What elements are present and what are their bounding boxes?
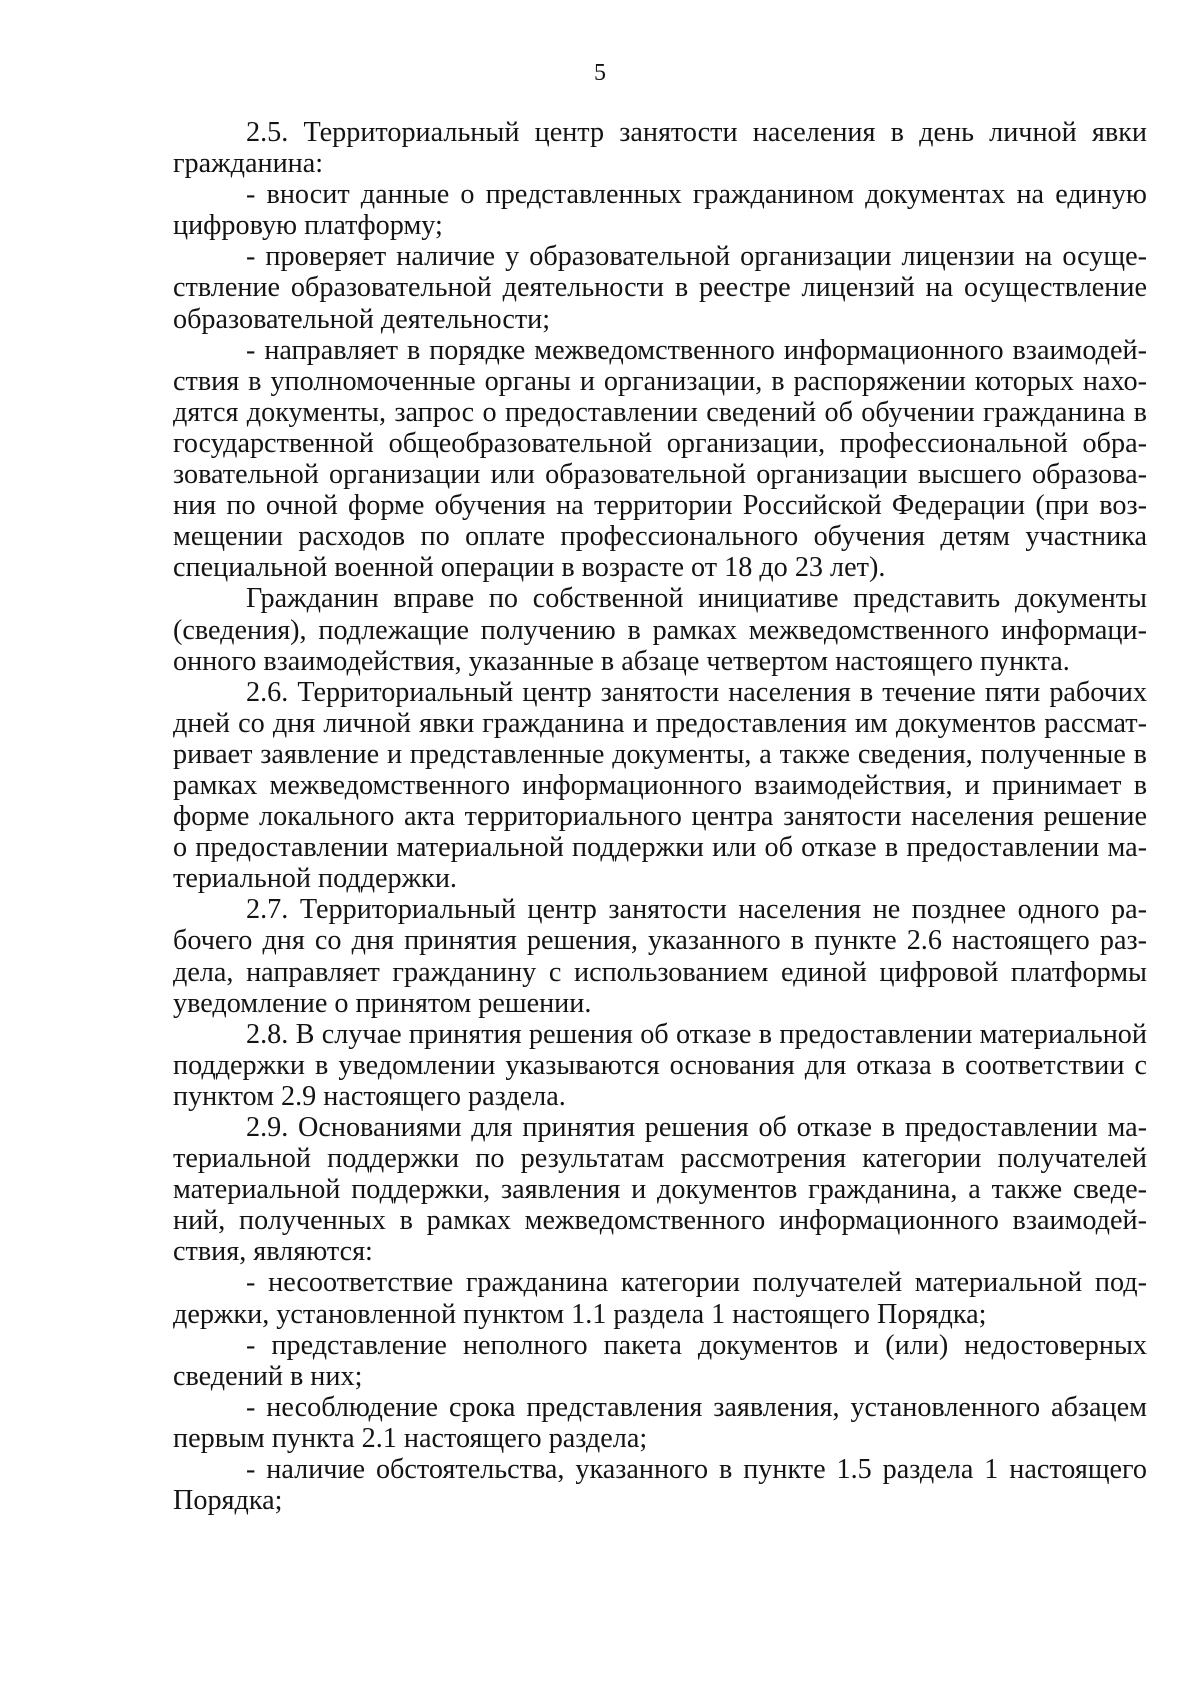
list-item-incomplete-documents: - представление неполного пакета документов и (или) недостоверных сведений в них; — [173, 1329, 1147, 1392]
paragraph-2-7: 2.7. Территориальный центр занятости населения не позднее одного рабочего дня со дня принятия решения, указанного в пункте 2.6 настоящего раздела, направляет гражданину с использованием единой цифровой платформы уведомление о принятом решении. — [173, 894, 1147, 1019]
list-item-enter-data: - вносит данные о представленных гражданином документах на единую цифровую платформу; — [173, 179, 1147, 242]
paragraph-2-6: 2.6. Территориальный центр занятости населения в течение пяти рабочих дней со дня личной явки гражданина и предоставления им документов рассматривает заявление и представленные документы, а также сведения, полученные в рамках межведомственного информационного взаимодействия, и принимает в форме локального акта территориального центра занятости населения решение о предоставлении материальной поддержки или об отказе в предоставлении материальной поддержки. — [173, 676, 1147, 895]
list-item-send-request: - направляет в порядке межведомственного информационного взаимодействия в уполномоченные органы и организации, в распоряжении которых находятся документы, запрос о предоставлении сведений об обучении гражданина в государственной общеобразовательной организации, профессиональной образовательной организации или образовательной организации высшего образования по очной форме обучения на территории Российской Федерации (при возмещении расходов по оплате профессионального обучения детям участника специальной военной операции в возрасте от 18 до 23 лет). — [173, 334, 1147, 584]
page-number: 5 — [594, 60, 606, 86]
paragraph-2-8: 2.8. В случае принятия решения об отказе в предоставлении материальной поддержки в уведомлении указываются основания для отказа в соответствии с пунктом 2.9 настоящего раздела. — [173, 1018, 1147, 1112]
list-item-deadline-violation: - несоблюдение срока представления заявления, установленного абзацем первым пункта 2.1 настоящего раздела; — [173, 1391, 1147, 1454]
list-item-category-mismatch: - несоответствие гражданина категории получателей материальной поддержки, установленной пунктом 1.1 раздела 1 настоящего Порядка; — [173, 1267, 1147, 1330]
document-body — [173, 117, 1147, 1516]
list-item-circumstance: - наличие обстоятельства, указанного в пункте 1.5 раздела 1 настоящего Порядка; — [173, 1454, 1147, 1517]
paragraph-2-5: 2.5. Территориальный центр занятости населения в день личной явки гражданина: — [173, 117, 1147, 180]
paragraph-2-9: 2.9. Основаниями для принятия решения об отказе в предоставлении материальной поддержки по результатам рассмотрения категории получателей материальной поддержки, заявления и документов гражданина, а также сведений, полученных в рамках межведомственного информационного взаимодействия, являются: — [173, 1112, 1147, 1268]
paragraph-citizen-right: Гражданин вправе по собственной инициативе представить документы (сведения), подлежащие получению в рамках межведомственного информационного взаимодействия, указанные в абзаце четвертом настоящего пункта. — [173, 583, 1147, 677]
list-item-check-license: - проверяет наличие у образовательной организации лицензии на осуществление образовательной деятельности в реестре лицензий на осуществление образовательной деятельности; — [173, 241, 1147, 335]
